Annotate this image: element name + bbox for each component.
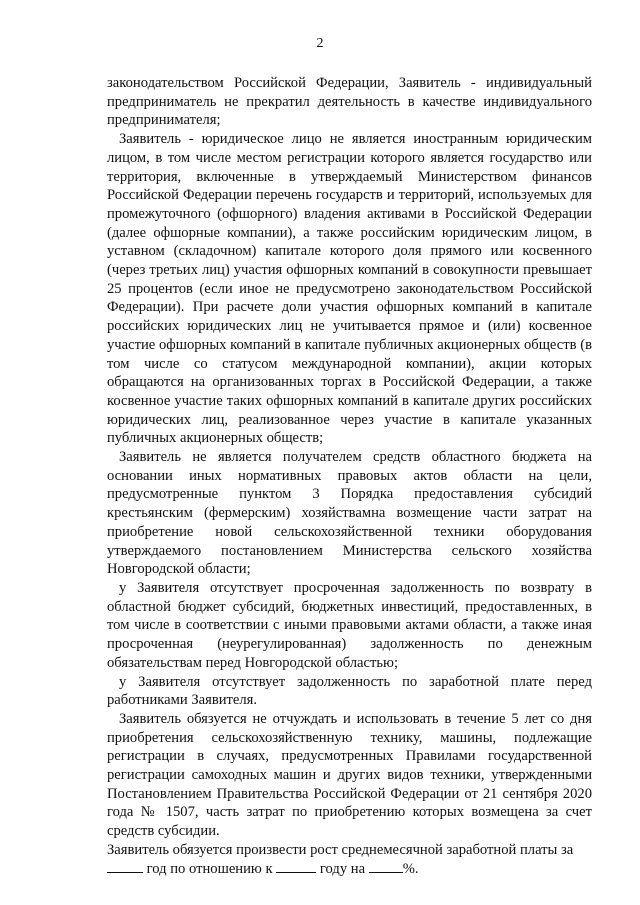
paragraph-1: законодательством Российской Федерации, Заявитель - индивидуальный предприниматель не прекратил деятельность в качестве индивидуального предпринимателя; bbox=[107, 75, 592, 129]
paragraph-5: у Заявителя отсутствует задолженность по заработной плате перед работниками Заявителя. bbox=[107, 673, 592, 709]
final-paragraph bbox=[107, 841, 592, 878]
year-blank-field[interactable] bbox=[107, 860, 143, 873]
relation-text: по отношению к bbox=[170, 860, 273, 877]
percent-sign: %. bbox=[402, 860, 419, 877]
paragraph-6: Заявитель обязуется не отчуждать и использовать в течение 5 лет со дня приобретения сельскохозяйственную технику, машины, подлежащие регистрации в случаях, предусмотренных Правилами государственной регистрации самоходных машин и других видов техники, утвержденными Постановлением Правительства Российской Федерации от 21 сентября 2020 года № 1507, часть затрат по приобретению которых возмещена за счет средств субсидии. bbox=[107, 710, 592, 840]
paragraph-2: Заявитель - юридическое лицо не является иностранным юридическим лицом, в том числе местом регистрации которого является государство или территория, включенные в утверждаемый Министерством финансов Российской Федерации перечень государств и территорий, используемых для промежуточного (офшорного) владения активами в Российской Федерации (далее офшорные компании), а также российским юридическим лицом, в уставном (складочном) капитале которого доля прямого или косвенного (через третьих лиц) участия офшорных компаний в совокупности превышает 25 процентов (если иное не предусмотрено законодательством Российской Федерации). При расчете доли участия офшорных компаний в капитале российских юридических лиц не учитывается прямое и (или) косвенное участие офшорных компаний в капитале публичных акционерных обществ (в том числе со статусом международной компании), акции которых обращаются на организованных торгах в Российской Федерации, а также косвенное участие таких офшорных компаний в капитале других российских юридических лиц, реализованное через участие в капитале указанных публичных акционерных обществ; bbox=[107, 131, 592, 447]
year-word-2: году на bbox=[319, 860, 366, 877]
prior-year-blank-field[interactable] bbox=[276, 860, 316, 873]
final-line-text: Заявитель обязуется произвести рост среднемесячной заработной платы за bbox=[107, 841, 574, 858]
document-body bbox=[107, 74, 592, 878]
percent-blank-field[interactable] bbox=[369, 860, 403, 873]
page-number: 2 bbox=[316, 36, 324, 51]
paragraph-4: у Заявителя отсутствует просроченная задолженность по возврату в областной бюджет субсидий, бюджетных инвестиций, предоставленных, в том числе в соответствии с иными правовыми актами области, а также иная просроченная (неурегулированная) задолженность по денежным обязательствам перед Новгородской областью; bbox=[107, 579, 592, 671]
paragraph-3: Заявитель не является получателем средств областного бюджета на основании иных нормативных правовых актов области на цели, предусмотренные пунктом 3 Порядка предоставления субсидий крестьянским (фермерским) хозяйствамна возмещение части затрат на приобретение новой сельскохозяйственной техники оборудования утверждаемого постановлением Министерства сельского хозяйства Новгородской области; bbox=[107, 449, 592, 578]
year-word: год bbox=[146, 860, 167, 877]
